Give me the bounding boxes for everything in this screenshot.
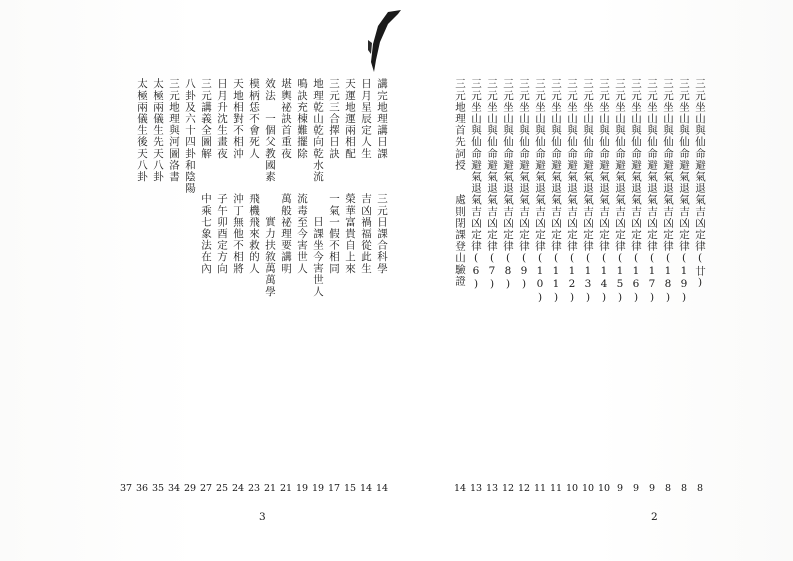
toc-entry[interactable] <box>629 78 643 494</box>
toc-entry-page: 24 <box>231 483 245 494</box>
toc-entry[interactable] <box>247 78 261 494</box>
toc-entry-title: 三元坐山與仙命避氣退氣吉凶定律(10) <box>534 78 546 305</box>
toc-entry-title: 三元坐山與仙命避氣退氣吉凶定律(17) <box>646 78 658 305</box>
toc-entry-title: 日月星辰定人生 <box>360 78 372 160</box>
toc-entry[interactable] <box>693 78 707 494</box>
toc-entry-page: 17 <box>327 483 341 494</box>
toc-entry[interactable] <box>151 78 165 494</box>
toc-entry-subtitle: 日課坐今害世人 <box>312 216 324 298</box>
toc-entry-title: 地理乾山乾向乾水流 <box>312 78 324 183</box>
toc-entry-page: 15 <box>343 483 357 494</box>
toc-entry-title: 三元講義全圖解 <box>200 78 212 160</box>
toc-entry-subtitle: 三元日課合科學 <box>376 193 388 275</box>
toc-entry-page: 19 <box>295 483 309 494</box>
toc-entry-page: 13 <box>469 483 483 494</box>
toc-entry[interactable] <box>469 78 483 494</box>
toc-page-left <box>118 78 390 494</box>
toc-entry-title: 模柄恁不會死人 <box>248 78 260 160</box>
toc-entry[interactable] <box>677 78 691 494</box>
toc-entry[interactable] <box>167 78 181 494</box>
toc-entry-title: 講完地理講日課 <box>376 78 388 160</box>
toc-entry-page: 13 <box>485 483 499 494</box>
toc-entry[interactable] <box>581 78 595 494</box>
toc-entry[interactable] <box>565 78 579 494</box>
toc-entry-page: 21 <box>263 483 277 494</box>
toc-entry-page: 14 <box>453 483 467 494</box>
toc-entry-subtitle: 吉凶禍福從此生 <box>360 193 372 275</box>
toc-entry-page: 9 <box>632 483 640 494</box>
toc-entry-title: 日月升沈生畫夜 <box>216 78 228 160</box>
toc-entry-title: 三元三合擇日訣 <box>328 78 340 160</box>
toc-entry-page: 10 <box>581 483 595 494</box>
toc-entry-subtitle: 榮華富貴自上來 <box>344 193 356 275</box>
toc-entry-subtitle: 一氣一假不相同 <box>328 193 340 275</box>
toc-entry-subtitle: 飛機飛來救的人 <box>248 193 260 275</box>
toc-entry-page: 21 <box>279 483 293 494</box>
toc-entry-title: 三元坐山與仙命避氣退氣吉凶定律(12) <box>566 78 578 305</box>
toc-entry[interactable] <box>375 78 389 494</box>
toc-entry[interactable] <box>119 78 133 494</box>
toc-entry-title: 八卦及六十四卦和陰陽 <box>184 78 196 194</box>
toc-entry-title: 三元坐山與仙命避氣退氣吉凶定律(11) <box>550 78 562 305</box>
toc-entry-page: 8 <box>696 483 704 494</box>
toc-entry[interactable] <box>183 78 197 494</box>
toc-entry-title: 天地相對不相沖 <box>232 78 244 160</box>
toc-entry-title: 三元坐山與仙命避氣退氣吉凶定律(9) <box>518 78 530 292</box>
toc-entry-subtitle: 實力扶敘萬萬學 <box>264 216 276 298</box>
toc-entry-subtitle: 子午卯酉定方向 <box>216 193 228 275</box>
toc-entry-page: 12 <box>501 483 515 494</box>
toc-entry[interactable] <box>501 78 515 494</box>
toc-entry-subtitle: 沖丁無他不相將 <box>232 193 244 275</box>
toc-entry-subtitle: 流毒至今害世人 <box>296 193 308 275</box>
toc-entry[interactable] <box>295 78 309 494</box>
toc-entry-page: 34 <box>167 483 181 494</box>
toc-entry[interactable] <box>517 78 531 494</box>
toc-entry-title: 三元坐山與仙命避氣退氣吉凶定律(19) <box>678 78 690 305</box>
toc-entry-page: 36 <box>135 483 149 494</box>
toc-entry-page: 8 <box>664 483 672 494</box>
toc-entry[interactable] <box>199 78 213 494</box>
page-folio-right: 2 <box>651 511 658 523</box>
toc-entry[interactable] <box>231 78 245 494</box>
toc-entry-title: 三元坐山與仙命避氣退氣吉凶定律(6) <box>470 78 482 292</box>
toc-entry-page: 27 <box>199 483 213 494</box>
toc-entry-title: 三元坐山與仙命避氣退氣吉凶定律(8) <box>502 78 514 292</box>
toc-entry[interactable] <box>279 78 293 494</box>
toc-entry-title: 三元地理與河圖洛書 <box>168 78 180 183</box>
toc-entry-page: 12 <box>517 483 531 494</box>
toc-entry-subtitle: 中乘七象法在內 <box>200 193 212 275</box>
toc-entry[interactable] <box>343 78 357 494</box>
toc-entry[interactable] <box>645 78 659 494</box>
toc-entry-page: 9 <box>648 483 656 494</box>
toc-entry-title: 鳴訣充棟難擺除 <box>296 78 308 160</box>
toc-entry-title: 效法 一個父教國素 <box>264 78 276 183</box>
toc-entry[interactable] <box>327 78 341 494</box>
toc-entry[interactable] <box>359 78 373 494</box>
toc-entry-page: 10 <box>597 483 611 494</box>
toc-entry-title: 三元坐山與仙命避氣退氣吉凶定律(7) <box>486 78 498 292</box>
toc-entry-title: 三元坐山與仙命避氣退氣吉凶定律(13) <box>582 78 594 305</box>
toc-entry-title: 太極兩儀生先天八卦 <box>152 78 164 183</box>
toc-entry-page: 37 <box>119 483 133 494</box>
toc-entry-page: 14 <box>375 483 389 494</box>
toc-entry-title: 天運地運兩相配 <box>344 78 356 160</box>
toc-entry-title: 三元地理首先詞授 處則閉課登山驗證 <box>454 78 466 287</box>
toc-entry-page: 11 <box>549 483 563 494</box>
toc-entry-title: 三元坐山與仙命避氣退氣吉凶定律(16) <box>630 78 642 305</box>
toc-entry[interactable] <box>311 78 325 494</box>
toc-entry[interactable] <box>263 78 277 494</box>
toc-entry-page: 8 <box>680 483 688 494</box>
toc-entry[interactable] <box>613 78 627 494</box>
toc-entry-title: 三元坐山與仙命避氣退氣吉凶定律(14) <box>598 78 610 305</box>
toc-entry-page: 19 <box>311 483 325 494</box>
toc-entry[interactable] <box>549 78 563 494</box>
toc-entry-subtitle: 萬般祕理要講明 <box>280 193 292 275</box>
toc-entry-title: 三元坐山與仙命避氣退氣吉凶定律(15) <box>614 78 626 305</box>
toc-entry[interactable] <box>597 78 611 494</box>
toc-entry[interactable] <box>453 78 467 494</box>
toc-entry[interactable] <box>135 78 149 494</box>
toc-entry[interactable] <box>485 78 499 494</box>
toc-entry-title: 堪輿祕訣首重夜 <box>280 78 292 160</box>
toc-entry[interactable] <box>533 78 547 494</box>
toc-entry-page: 23 <box>247 483 261 494</box>
toc-entry[interactable] <box>215 78 229 494</box>
toc-entry-page: 9 <box>616 483 624 494</box>
toc-entry-page: 35 <box>151 483 165 494</box>
toc-entry-page: 25 <box>215 483 229 494</box>
toc-entry-title: 三元坐山與仙命避氣退氣吉凶定律(廿) <box>694 78 706 290</box>
toc-page-right <box>452 78 708 494</box>
toc-entry-page: 11 <box>533 483 547 494</box>
toc-entry-page: 14 <box>359 483 373 494</box>
page-folio-left: 3 <box>259 511 266 523</box>
toc-entry[interactable] <box>661 78 675 494</box>
toc-entry-title: 太極兩儀生後天八卦 <box>136 78 148 183</box>
toc-entry-page: 29 <box>183 483 197 494</box>
toc-entry-page: 10 <box>565 483 579 494</box>
toc-entry-title: 三元坐山與仙命避氣退氣吉凶定律(18) <box>662 78 674 305</box>
